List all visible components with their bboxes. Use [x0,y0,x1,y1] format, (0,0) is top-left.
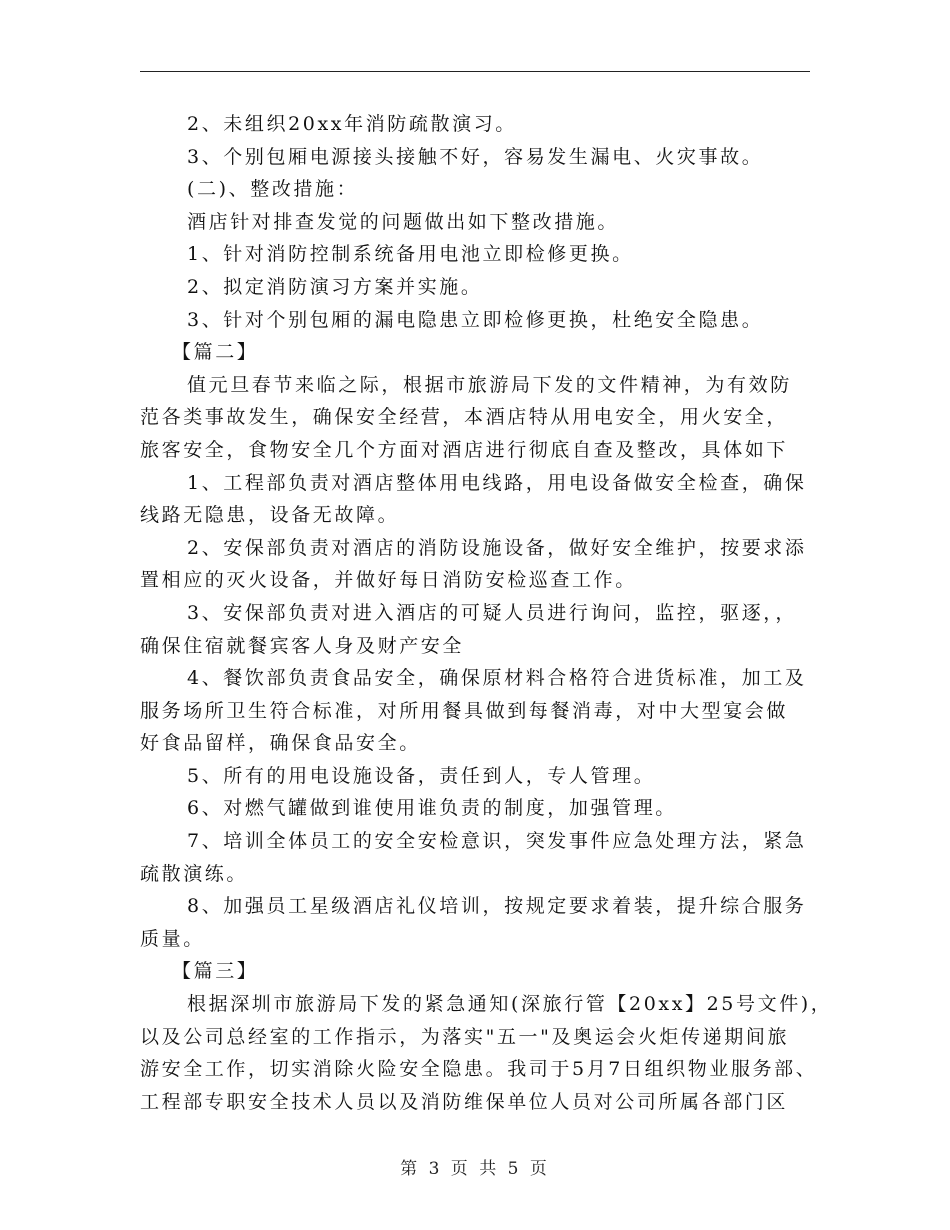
text-line: 【篇三】 [172,960,259,983]
text-line: 旅客安全，食物安全几个方面对酒店进行彻底自查及整改，具体如下 [140,438,789,461]
text-line: 工程部专职安全技术人员以及消防维保单位人员对公司所属各部门区 [140,1090,789,1113]
text-line: 范各类事故发生，确保安全经营，本酒店特从用电安全，用火安全， [140,406,789,429]
text-line: 疏散演练。 [140,862,249,885]
document-body [140,108,833,1118]
text-line: 值元旦春节来临之际，根据市旅游局下发的文件精神，为有效防 [187,373,792,396]
text-line: 以及公司总经室的工作指示，为落实"五一"及奥运会火炬传递期间旅 [140,1025,790,1048]
text-line: 游安全工作，切实消除火险安全隐患。我司于5月7日组织物业服务部、 [140,1058,818,1081]
text-line: 2、拟定消防演习方案并实施。 [187,275,483,298]
text-line: 置相应的灭火设备，并做好每日消防安检巡查工作。 [140,569,637,592]
text-line: 线路无隐患，设备无故障。 [140,504,400,527]
text-line: 好食品留样，确保食品安全。 [140,732,421,755]
text-line: 质量。 [140,927,205,950]
text-line: 7、培训全体员工的安全安检意识，突发事件应急处理方法，紧急 [187,830,807,853]
text-line: 5、所有的用电设施设备，责任到人，专人管理。 [187,764,656,787]
text-line: 1、工程部负责对酒店整体用电线路，用电设备做安全检查，确保 [187,471,807,494]
text-line: 根据深圳市旅游局下发的紧急通知(深旅行管【20xx】25号文件)， [187,993,833,1016]
text-line: (二)、整改措施： [187,178,359,201]
text-line: 服务场所卫生符合标准，对所用餐具做到每餐消毒，对中大型宴会做 [140,699,789,722]
page-number: 第 3 页 共 5 页 [400,1159,550,1179]
text-line: 2、安保部负责对酒店的消防设施设备，做好安全维护，按要求添 [187,536,807,559]
text-line: 6、对燃气罐做到谁使用谁负责的制度，加强管理。 [187,797,677,820]
text-line: 4、餐饮部负责食品安全，确保原材料合格符合进货标准，加工及 [187,667,807,690]
text-line: 3、个别包厢电源接头接触不好，容易发生漏电、火灾事故。 [187,145,764,168]
text-line: 2、未组织20xx年消防疏散演习。 [187,113,517,135]
text-line: 酒店针对排查发觉的问题做出如下整改措施。 [187,210,620,233]
text-line: 【篇二】 [172,341,259,364]
text-line: 1、针对消防控制系统备用电池立即检修更换。 [187,243,634,266]
text-line: 确保住宿就餐宾客人身及财产安全 [140,634,465,657]
text-line: 8、加强员工星级酒店礼仪培训，按规定要求着装，提升综合服务 [187,895,807,918]
header-rule [140,71,810,72]
text-line: 3、针对个别包厢的漏电隐患立即检修更换，杜绝安全隐患。 [187,308,764,331]
text-line: 3、安保部负责对进入酒店的可疑人员进行询问，监控，驱逐，， [187,601,797,624]
